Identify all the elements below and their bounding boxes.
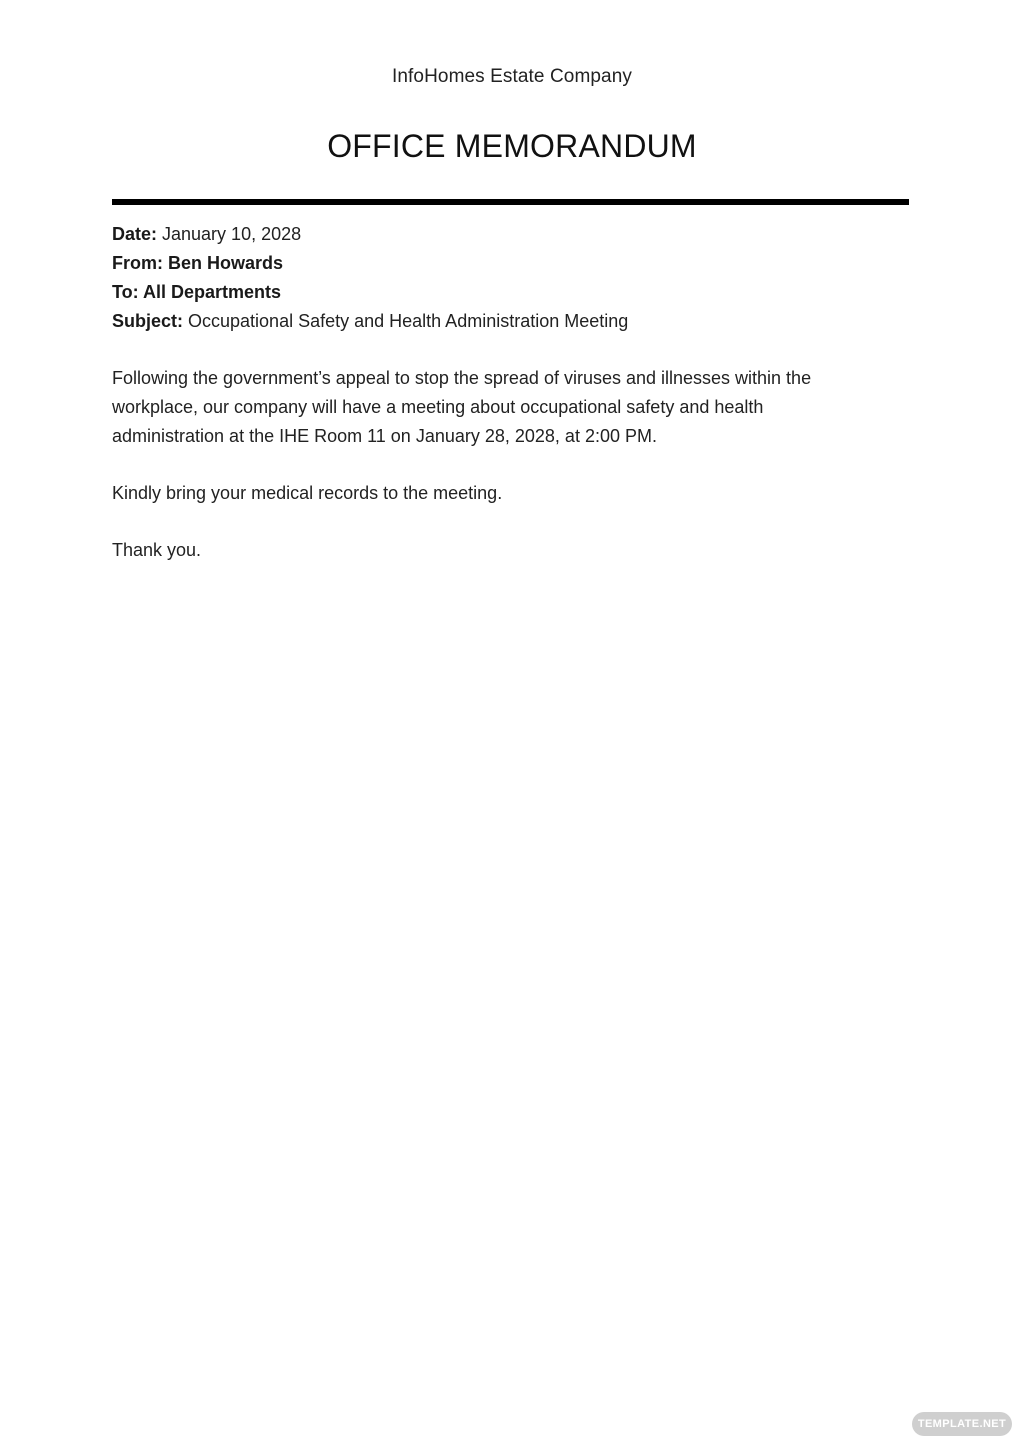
date-label: Date: (112, 224, 158, 244)
subject-label: Subject: (112, 311, 184, 331)
to-row (112, 278, 909, 307)
template-watermark: TEMPLATE.NET (912, 1412, 1012, 1436)
date-value: January 10, 2028 (157, 224, 302, 244)
memo-body (112, 364, 872, 593)
body-paragraph-announcement: Following the government’s appeal to stop the spread of viruses and illnesses within the workplace, our company will have a meeting about occupational safety and health administration at the IHE Room 11 on January 28, 2028, at 2:00 PM. (112, 368, 812, 446)
to-value: All Departments (138, 282, 282, 302)
memo-title: OFFICE MEMORANDUM (327, 128, 697, 164)
body-paragraph-request: Kindly bring your medical records to the meeting. (112, 483, 503, 503)
date-row (112, 220, 909, 249)
to-label: To: (112, 282, 139, 302)
memo-header-fields (112, 220, 909, 336)
from-row (112, 249, 909, 278)
from-label: From: (112, 253, 163, 273)
from-value: Ben Howards (163, 253, 284, 273)
company-name: InfoHomes Estate Company (391, 66, 632, 87)
subject-row (112, 307, 909, 336)
body-paragraph-closing: Thank you. (112, 540, 202, 560)
subject-value: Occupational Safety and Health Administration Meeting (183, 311, 629, 331)
title-divider (112, 199, 909, 205)
